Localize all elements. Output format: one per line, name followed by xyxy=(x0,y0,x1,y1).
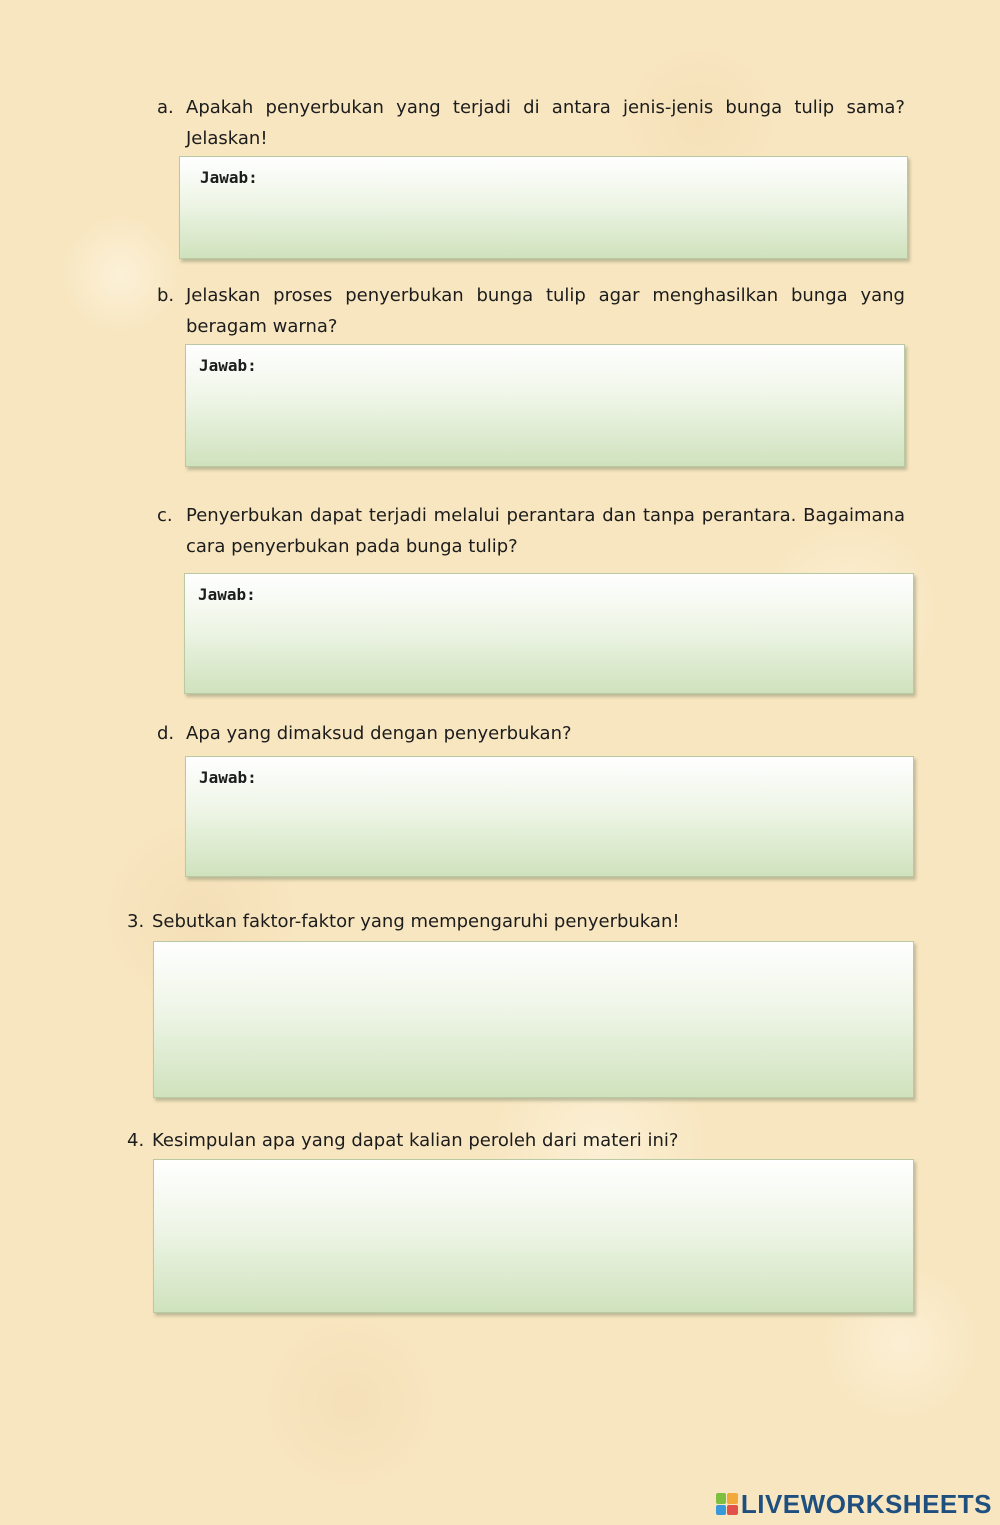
answer-box-a[interactable] xyxy=(179,156,908,259)
liveworksheets-logo-icon xyxy=(716,1493,738,1515)
answer-label-a: Jawab: xyxy=(200,168,258,187)
question-4-text: Kesimpulan apa yang dapat kalian peroleh dari materi ini? xyxy=(152,1130,679,1151)
question-4-marker: 4. xyxy=(127,1130,145,1151)
question-d-marker: d. xyxy=(157,723,175,744)
question-3-marker: 3. xyxy=(127,911,145,932)
answer-box-c[interactable] xyxy=(184,573,914,694)
question-c-marker: c. xyxy=(157,505,173,526)
question-c xyxy=(157,500,905,562)
answer-box-3[interactable] xyxy=(153,941,914,1098)
question-4 xyxy=(127,1125,907,1156)
question-a-text: Apakah penyerbukan yang terjadi di antara jenis-jenis bunga tulip sama? Jelaskan! xyxy=(186,97,905,149)
answer-label-b: Jawab: xyxy=(199,356,257,375)
answer-label-c: Jawab: xyxy=(198,585,256,604)
answer-box-b[interactable] xyxy=(185,344,905,467)
question-d xyxy=(157,718,905,749)
question-b-text: Jelaskan proses penyerbukan bunga tulip agar menghasilkan bunga yang beragam warna? xyxy=(186,285,905,337)
liveworksheets-wordmark: LIVEWORKSHEETS xyxy=(740,1488,992,1519)
question-c-text: Penyerbukan dapat terjadi melalui perantara dan tanpa perantara. Bagaimana cara penyerbukan pada bunga tulip? xyxy=(186,505,905,557)
question-3 xyxy=(127,906,907,937)
question-3-text: Sebutkan faktor-faktor yang mempengaruhi penyerbukan! xyxy=(152,911,680,932)
liveworksheets-brand xyxy=(716,1489,992,1519)
question-d-text: Apa yang dimaksud dengan penyerbukan? xyxy=(186,723,572,744)
answer-box-d[interactable] xyxy=(185,756,914,877)
question-a xyxy=(157,92,905,154)
question-b xyxy=(157,280,905,342)
question-b-marker: b. xyxy=(157,285,175,306)
answer-box-4[interactable] xyxy=(153,1159,914,1313)
answer-label-d: Jawab: xyxy=(199,768,257,787)
question-a-marker: a. xyxy=(157,97,174,118)
